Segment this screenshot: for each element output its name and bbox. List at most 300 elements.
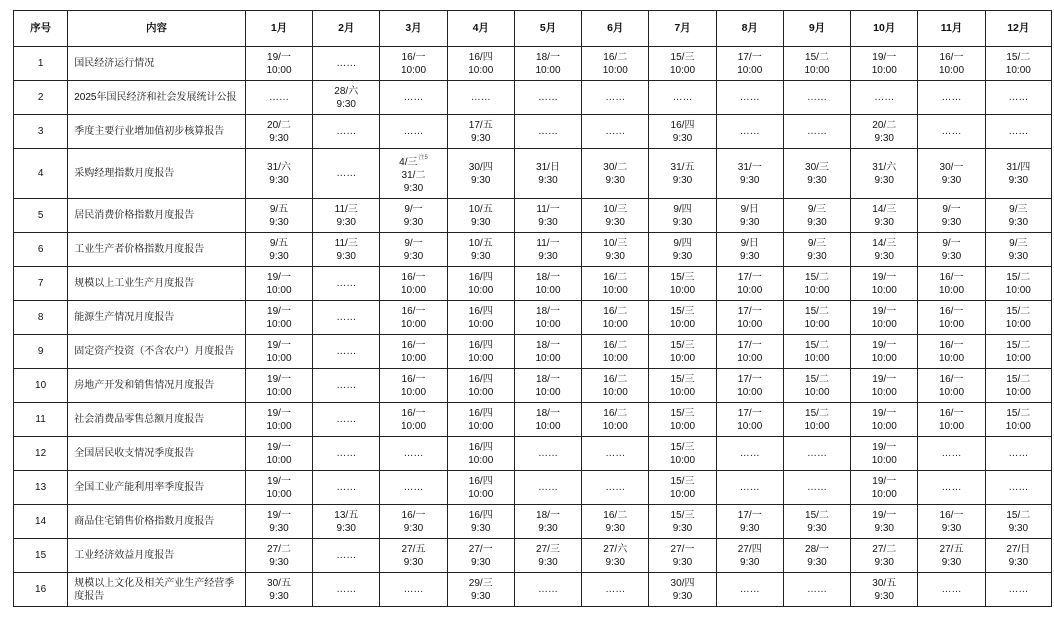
- release-date: 30/一: [939, 161, 964, 173]
- row-seq: 9: [14, 335, 68, 369]
- schedule-cell: [851, 267, 918, 301]
- release-date: 15/二: [1006, 339, 1031, 351]
- release-date: 16/一: [401, 305, 426, 317]
- release-time: 10:00: [468, 64, 494, 76]
- release-date: 16/一: [401, 407, 426, 419]
- release-date: 31/六: [267, 161, 291, 173]
- schedule-cell: [447, 403, 514, 437]
- release-time: 9:30: [538, 522, 558, 534]
- release-time: 10:00: [938, 318, 965, 330]
- release-time: 10:00: [737, 284, 763, 296]
- schedule-cell: [313, 233, 380, 267]
- release-time: 9:30: [605, 250, 625, 262]
- release-date: 17/一: [737, 271, 762, 283]
- release-date: 27/六: [603, 543, 628, 555]
- no-release-marker: ……: [538, 584, 558, 595]
- schedule-cell: [851, 505, 918, 539]
- row-seq: 2: [14, 81, 68, 115]
- release-date: 15/三: [670, 51, 695, 63]
- row-seq: 10: [14, 369, 68, 403]
- release-date: 16/四: [468, 509, 493, 521]
- no-release-marker: ……: [1008, 482, 1029, 493]
- release-time: 10:00: [938, 284, 965, 296]
- schedule-cell: [380, 199, 447, 233]
- release-time: 9:30: [941, 556, 962, 568]
- schedule-cell: [313, 199, 380, 233]
- schedule-cell: [582, 471, 649, 505]
- schedule-cell: [313, 437, 380, 471]
- schedule-cell: [582, 149, 649, 199]
- release-date: 11/一: [536, 237, 560, 249]
- release-time: 10:00: [871, 284, 897, 296]
- release-time: 9:30: [740, 174, 760, 186]
- table-row: [14, 437, 1052, 471]
- schedule-cell: [447, 81, 514, 115]
- row-content: 工业经济效益月度报告: [68, 539, 246, 573]
- schedule-cell: [245, 437, 312, 471]
- table-row: [14, 149, 1052, 199]
- release-date: 9/三: [807, 237, 827, 249]
- release-time: 9:30: [471, 522, 491, 534]
- release-time: 10:00: [1005, 64, 1031, 76]
- schedule-cell: [313, 403, 380, 437]
- schedule-cell: [649, 81, 716, 115]
- row-content: 规模以上文化及相关产业生产经营季度报告: [68, 573, 246, 607]
- row-content: 全国工业产能利用率季度报告: [68, 471, 246, 505]
- release-date: 9/一: [404, 237, 423, 249]
- release-time: 9:30: [471, 556, 491, 568]
- schedule-cell: [514, 573, 581, 607]
- release-time: 10:00: [266, 352, 292, 364]
- release-date: 16/二: [603, 51, 628, 63]
- release-time: 10:00: [804, 420, 830, 432]
- schedule-cell: [582, 301, 649, 335]
- release-time: 10:00: [266, 64, 292, 76]
- release-time: 9:30: [336, 216, 356, 228]
- row-content: 工业生产者价格指数月度报告: [68, 233, 246, 267]
- schedule-cell: [985, 437, 1051, 471]
- release-time: 10:00: [938, 352, 965, 364]
- release-date: 27/四: [737, 543, 762, 555]
- no-release-marker: ……: [336, 58, 357, 69]
- row-seq: 15: [14, 539, 68, 573]
- schedule-cell: [380, 301, 447, 335]
- release-date: 15/二: [805, 407, 829, 419]
- schedule-cell: [245, 505, 312, 539]
- release-time: 9:30: [807, 556, 827, 568]
- release-date: 16/二: [603, 271, 628, 283]
- schedule-cell: [380, 505, 447, 539]
- release-time: 10:00: [938, 64, 965, 76]
- release-date: 31/四: [1006, 161, 1031, 173]
- schedule-cell: [716, 539, 783, 573]
- schedule-cell: [918, 81, 985, 115]
- release-time: 9:30: [1008, 250, 1029, 262]
- release-date: 15/二: [1006, 407, 1031, 419]
- schedule-cell: [514, 301, 581, 335]
- no-release-marker: ……: [538, 126, 558, 137]
- row-content: 规模以上工业生产月度报告: [68, 267, 246, 301]
- schedule-cell: [716, 267, 783, 301]
- table-row: [14, 233, 1052, 267]
- schedule-cell: [380, 115, 447, 149]
- release-schedule-table: [13, 10, 1052, 607]
- no-release-marker: ……: [336, 482, 357, 493]
- table-row: [14, 335, 1052, 369]
- release-date: 27/五: [939, 543, 964, 555]
- schedule-cell: [514, 403, 581, 437]
- schedule-cell: [514, 539, 581, 573]
- release-time: 10:00: [535, 318, 561, 330]
- release-time: 9:30: [471, 174, 491, 186]
- schedule-cell: [447, 335, 514, 369]
- row-seq: 5: [14, 199, 68, 233]
- schedule-cell: [245, 267, 312, 301]
- release-time: 10:00: [400, 420, 427, 432]
- release-time: 10:00: [669, 386, 696, 398]
- release-date: 19/一: [872, 305, 897, 317]
- schedule-cell: [514, 81, 581, 115]
- table-row: [14, 301, 1052, 335]
- release-time: 10:00: [871, 352, 897, 364]
- release-time: 10:00: [468, 284, 494, 296]
- header-month: 8月: [716, 11, 783, 47]
- header-month: 12月: [985, 11, 1051, 47]
- schedule-cell: [649, 539, 716, 573]
- release-date: 9/五: [269, 203, 289, 215]
- release-date: 31/五: [670, 161, 695, 173]
- schedule-cell: [851, 149, 918, 199]
- release-date: 27/三: [536, 543, 560, 555]
- release-date: 4/三$^{注5}$: [399, 155, 428, 168]
- schedule-cell: [918, 437, 985, 471]
- release-date: 19/一: [267, 441, 291, 453]
- no-release-marker: ……: [538, 448, 558, 459]
- schedule-cell: [582, 539, 649, 573]
- no-release-marker: ……: [403, 448, 424, 459]
- no-release-marker: ……: [336, 550, 357, 561]
- schedule-cell: [245, 403, 312, 437]
- release-time: 10:00: [871, 318, 897, 330]
- release-time: 10:00: [266, 420, 292, 432]
- schedule-cell: [783, 149, 850, 199]
- release-date: 31/一: [737, 161, 762, 173]
- row-content: 商品住宅销售价格指数月度报告: [68, 505, 246, 539]
- schedule-cell: [380, 369, 447, 403]
- schedule-cell: [985, 199, 1051, 233]
- release-date: 15/二: [805, 339, 829, 351]
- release-date: 9/日: [740, 237, 759, 249]
- release-date: 20/二: [872, 119, 897, 131]
- schedule-cell: [985, 505, 1051, 539]
- schedule-cell: [245, 335, 312, 369]
- release-time: 9:30: [403, 250, 424, 262]
- schedule-cell: [851, 301, 918, 335]
- schedule-cell: [985, 301, 1051, 335]
- release-date: 9/一: [942, 203, 961, 215]
- header-month: 9月: [783, 11, 850, 47]
- schedule-cell: [783, 233, 850, 267]
- release-date: 30/五: [872, 577, 897, 589]
- release-time: 10:00: [737, 318, 763, 330]
- no-release-marker: ……: [941, 482, 962, 493]
- release-time: 10:00: [938, 420, 965, 432]
- release-time: 10:00: [669, 454, 696, 466]
- schedule-cell: [918, 403, 985, 437]
- release-date: 15/三: [670, 373, 695, 385]
- release-time: 10:00: [871, 420, 897, 432]
- schedule-cell: [985, 369, 1051, 403]
- release-date: 17/一: [737, 51, 762, 63]
- table-row: [14, 403, 1052, 437]
- no-release-marker: ……: [672, 92, 693, 103]
- no-release-marker: ……: [941, 92, 962, 103]
- no-release-marker: ……: [605, 584, 626, 595]
- schedule-cell: [783, 301, 850, 335]
- table-row: [14, 199, 1052, 233]
- release-date: 19/一: [872, 271, 897, 283]
- schedule-cell: [716, 573, 783, 607]
- release-date: 17/一: [737, 373, 762, 385]
- release-time: 9:30: [740, 522, 760, 534]
- row-seq: 11: [14, 403, 68, 437]
- release-date: 20/二: [267, 119, 291, 131]
- release-time: 9:30: [605, 174, 625, 186]
- no-release-marker: ……: [336, 278, 357, 289]
- schedule-cell: [985, 539, 1051, 573]
- release-date: 19/一: [267, 407, 291, 419]
- schedule-cell: [582, 403, 649, 437]
- no-release-marker: ……: [403, 92, 424, 103]
- release-date: 29/三: [468, 577, 493, 589]
- release-time: 10:00: [535, 352, 561, 364]
- schedule-cell: [447, 437, 514, 471]
- schedule-cell: [380, 437, 447, 471]
- schedule-cell: [514, 267, 581, 301]
- release-time: 9:30: [740, 556, 760, 568]
- schedule-cell: [514, 437, 581, 471]
- release-date: 19/一: [267, 373, 291, 385]
- release-date: 15/二: [1006, 51, 1031, 63]
- no-release-marker: ……: [807, 448, 827, 459]
- release-date: 27/五: [401, 543, 426, 555]
- release-time: 10:00: [737, 352, 763, 364]
- schedule-cell: [380, 573, 447, 607]
- schedule-cell: [918, 369, 985, 403]
- schedule-cell: [985, 267, 1051, 301]
- schedule-cell: [313, 471, 380, 505]
- release-date: 15/二: [1006, 305, 1031, 317]
- header-month: 11月: [918, 11, 985, 47]
- release-time: 10:00: [400, 386, 427, 398]
- table-row: [14, 573, 1052, 607]
- release-time: 9:30: [941, 250, 962, 262]
- schedule-cell: [582, 115, 649, 149]
- row-seq: 8: [14, 301, 68, 335]
- no-release-marker: ……: [336, 584, 357, 595]
- schedule-cell: [985, 573, 1051, 607]
- release-date: 10/五: [468, 203, 493, 215]
- release-date: 28/六: [334, 85, 359, 97]
- release-date: 9/五: [269, 237, 289, 249]
- table-row: [14, 505, 1052, 539]
- release-time: 9:30: [269, 590, 289, 602]
- schedule-cell: [851, 437, 918, 471]
- release-date: 19/一: [872, 475, 897, 487]
- release-time: 10:00: [468, 352, 494, 364]
- schedule-cell: [783, 47, 850, 81]
- release-date: 30/二: [603, 161, 628, 173]
- release-time: 9:30: [403, 216, 424, 228]
- release-date: 13/五: [334, 509, 359, 521]
- schedule-cell: [783, 199, 850, 233]
- schedule-cell: [716, 301, 783, 335]
- schedule-cell: [783, 267, 850, 301]
- release-time: 10:00: [400, 64, 427, 76]
- schedule-cell: [851, 471, 918, 505]
- schedule-cell: [447, 47, 514, 81]
- release-time: 9:30: [807, 174, 827, 186]
- release-time: 9:30: [471, 216, 491, 228]
- release-date: 15/三: [670, 407, 695, 419]
- release-time: 10:00: [468, 386, 494, 398]
- release-date: 15/二: [805, 373, 829, 385]
- release-date: 15/三: [670, 475, 695, 487]
- release-time: 10:00: [804, 284, 830, 296]
- release-time: 10:00: [535, 64, 561, 76]
- schedule-cell: [313, 539, 380, 573]
- no-release-marker: ……: [269, 92, 289, 103]
- schedule-cell: [582, 199, 649, 233]
- schedule-cell: [447, 149, 514, 199]
- release-time: 10:00: [266, 284, 292, 296]
- release-time: 9:30: [403, 556, 424, 568]
- schedule-cell: [716, 505, 783, 539]
- release-time: 10:00: [804, 386, 830, 398]
- release-date: 18/一: [536, 51, 560, 63]
- row-seq: 1: [14, 47, 68, 81]
- schedule-cell: [514, 115, 581, 149]
- release-date: 16/二: [603, 407, 628, 419]
- schedule-cell: [649, 471, 716, 505]
- schedule-cell: [380, 539, 447, 573]
- release-time: 10:00: [266, 454, 292, 466]
- release-date: 16/二: [603, 339, 628, 351]
- schedule-cell: [985, 47, 1051, 81]
- release-date: 28/一: [805, 543, 829, 555]
- schedule-cell: [582, 505, 649, 539]
- release-date: 19/一: [267, 305, 291, 317]
- table-row: [14, 47, 1052, 81]
- release-date: 16/一: [401, 339, 426, 351]
- release-date: 18/一: [536, 407, 560, 419]
- release-time: 9:30: [269, 174, 289, 186]
- schedule-cell: [716, 403, 783, 437]
- release-time: 9:30: [605, 522, 625, 534]
- table-row: [14, 471, 1052, 505]
- release-time: 9:30: [874, 132, 894, 144]
- release-date: 9/一: [404, 203, 423, 215]
- release-date: 19/一: [267, 51, 291, 63]
- release-time: 10:00: [938, 386, 965, 398]
- release-time: 9:30: [269, 556, 289, 568]
- release-date: 16/一: [939, 305, 964, 317]
- release-date: 16/四: [468, 441, 493, 453]
- header-row: [14, 11, 1052, 47]
- release-date: 19/一: [267, 339, 291, 351]
- release-time: 10:00: [400, 318, 427, 330]
- release-time: 9:30: [269, 216, 289, 228]
- release-date: 14/三: [872, 203, 897, 215]
- no-release-marker: ……: [538, 482, 558, 493]
- release-time: 9:30: [538, 216, 558, 228]
- schedule-cell: [918, 471, 985, 505]
- release-time: 9:30: [672, 250, 693, 262]
- release-time: 9:30: [538, 556, 558, 568]
- table-row: [14, 369, 1052, 403]
- release-date: 16/四: [468, 407, 493, 419]
- release-time: 10:00: [737, 64, 763, 76]
- release-date: 17/一: [737, 305, 762, 317]
- release-date: 19/一: [872, 407, 897, 419]
- schedule-cell: [447, 233, 514, 267]
- no-release-marker: ……: [739, 126, 760, 137]
- release-time: 10:00: [266, 488, 292, 500]
- release-time: 9:30: [874, 590, 894, 602]
- schedule-cell: [245, 539, 312, 573]
- release-time: 9:30: [672, 216, 693, 228]
- header-month: 5月: [514, 11, 581, 47]
- release-date: 27/一: [468, 543, 493, 555]
- row-content: 固定资产投资（不含农户）月度报告: [68, 335, 246, 369]
- release-date: 11/三: [334, 203, 358, 215]
- schedule-cell: [851, 199, 918, 233]
- release-time: 9:30: [740, 250, 760, 262]
- release-date: 16/一: [939, 509, 964, 521]
- header-month: 6月: [582, 11, 649, 47]
- release-time: 10:00: [669, 284, 696, 296]
- schedule-cell: [783, 437, 850, 471]
- header-month: 3月: [380, 11, 447, 47]
- release-date: 16/一: [939, 51, 964, 63]
- release-time: 10:00: [1005, 352, 1031, 364]
- no-release-marker: ……: [403, 482, 424, 493]
- release-date: 18/一: [536, 373, 560, 385]
- schedule-cell: [514, 335, 581, 369]
- schedule-cell: [649, 369, 716, 403]
- schedule-cell: [918, 335, 985, 369]
- schedule-cell: [918, 505, 985, 539]
- no-release-marker: ……: [1008, 448, 1029, 459]
- table-row: [14, 115, 1052, 149]
- no-release-marker: ……: [739, 448, 760, 459]
- release-date: 30/四: [468, 161, 493, 173]
- table-row: [14, 81, 1052, 115]
- schedule-cell: [716, 149, 783, 199]
- release-time: 10:00: [602, 386, 628, 398]
- release-date: 16/一: [939, 339, 964, 351]
- release-date: 16/四: [670, 119, 695, 131]
- release-date: 31/六: [872, 161, 897, 173]
- schedule-cell: [313, 81, 380, 115]
- header-month: 4月: [447, 11, 514, 47]
- schedule-cell: [985, 233, 1051, 267]
- release-time: 10:00: [400, 284, 427, 296]
- no-release-marker: ……: [807, 126, 827, 137]
- no-release-marker: ……: [336, 448, 357, 459]
- schedule-cell: [245, 233, 312, 267]
- release-date: 31/日: [536, 161, 560, 173]
